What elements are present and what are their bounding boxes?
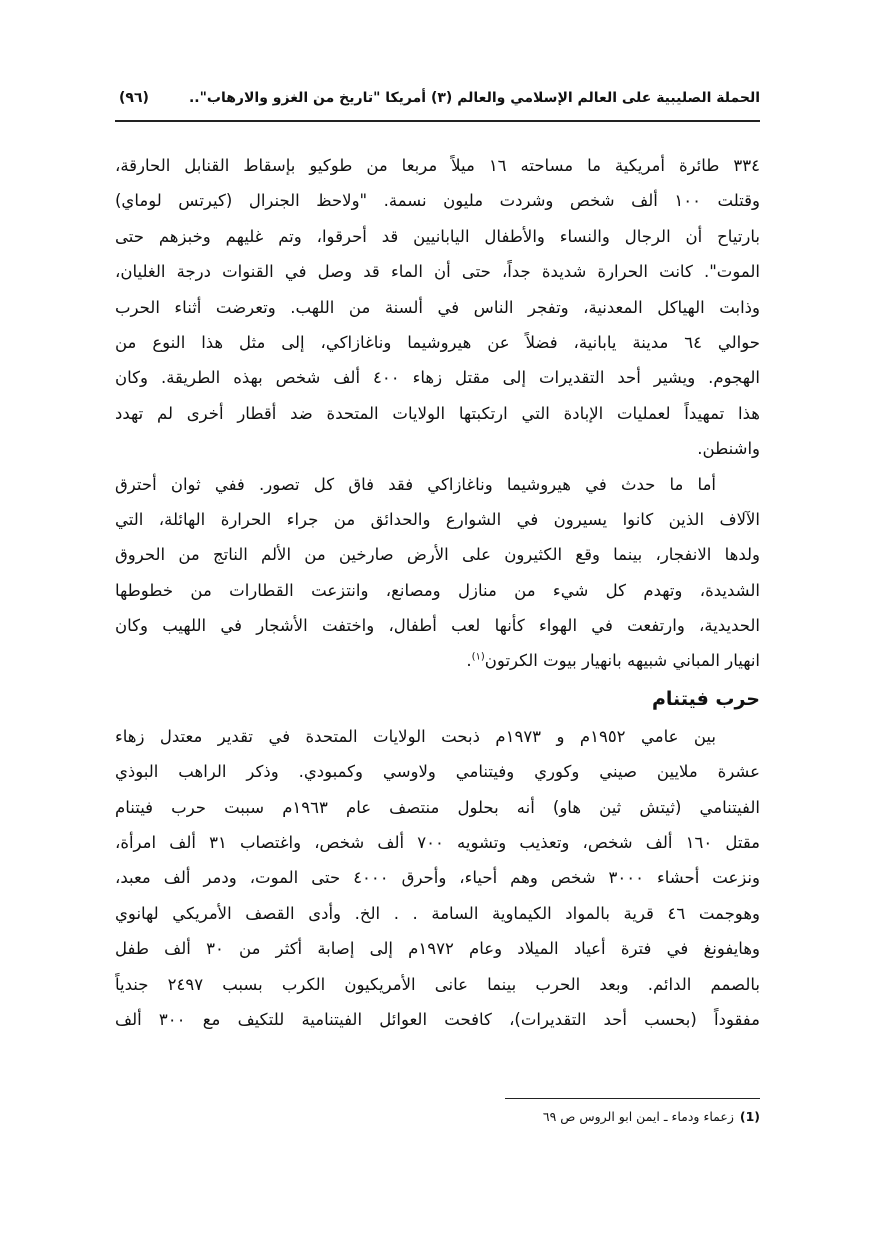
text-line: ٣٣٤ طائرة أمريكية ما مساحته ١٦ ميلاً مربعا من طوكيو بإسقاط القنابل الحارقة، (115, 156, 760, 175)
text-line: الموت". كانت الحرارة شديدة جداً، حتى أن الماء قد وصل في القنوات درجة الغليان، (115, 262, 760, 282)
text-line: الهجوم. ويشير أحد التقديرات إلى مقتل زهاء ٤٠٠ ألف شخص بهذه الطريقة. وكان (115, 368, 760, 388)
text-line: الآلاف الذين كانوا يسيرون في الشوارع والحدائق من جراء الحرارة الهائلة، التي (115, 509, 760, 529)
text-line-with-footnote (115, 643, 760, 678)
text-line: بارتياح أن الرجال والنساء والأطفال اليابانيين قد أحرقوا، وتم غليهم وخبزهم حتى (115, 226, 760, 246)
footnote-number: (1) (739, 1109, 760, 1124)
text-line-content: انهيار المباني شبيهه بانهيار بيوت الكرتون (484, 651, 760, 671)
footnote-text: زعماء ودماء ـ ايمن ابو الروس ص ٦٩ (542, 1109, 734, 1124)
text-line: ونزعت أحشاء ٣٠٠٠ شخص وهم أحياء، وأحرق ٤٠٠٠ حتى الموت، ودمر ألف معبد، (115, 868, 760, 888)
text-line: وذابت الهياكل المعدنية، وتفجر الناس في ألسنة من اللهب. وتعرضت أثناء الحرب (115, 297, 760, 317)
text-line: وهوجمت ٤٦ قرية بالمواد الكيماوية السامة . . الخ. وأدى القصف الأمريكي لهانوي (115, 903, 760, 923)
text-line: حوالي ٦٤ مدينة يابانية، فضلاً عن هيروشيما وناغازاكي، إلى مثل هذا النوع من (115, 332, 760, 352)
text-line: وقتلت ١٠٠ ألف شخص وشردت مليون نسمة. "ولاحظ الجنرال (كيرتس لوماي) (115, 191, 760, 211)
body-text (115, 148, 760, 1037)
text-line: واشنطن. (697, 439, 760, 459)
text-line: ولدها الانفجار، بينما وقع الكثيرون على الأرض صارخين من الألم الناتج من الحروق (115, 545, 760, 565)
footnote (115, 1107, 760, 1127)
text-line: بالصمم الدائم. وبعد الحرب بينما عانى الأمريكيون الكرب بسبب ٢٤٩٧ جندياً (115, 974, 760, 994)
line-end-period: . (466, 651, 472, 671)
text-line: أما ما حدث في هيروشيما وناغازاكي فقد فاق كل تصور. ففي ثوان أحترق (115, 474, 716, 494)
text-line: عشرة ملايين صيني وكوري وفيتنامي ولاوسي وكمبودي. وذكر الراهب البوذي (115, 762, 760, 782)
text-line: مفقوداً (بحسب أحد التقديرات)، كافحت العوائل الفيتنامية للتكيف مع ٣٠٠ ألف (115, 1009, 760, 1029)
text-line: هذا تمهيداً لعمليات الإبادة التي ارتكبتها الولايات المتحدة ضد أقطار أخرى لم تهدد (115, 403, 760, 423)
footnote-divider (505, 1098, 760, 1099)
text-line: الشديدة، وتهدم كل شيء من منازل ومصانع، وانتزعت القطارات من خطوطها (115, 580, 760, 600)
footnote-reference[interactable]: (١) (471, 651, 485, 663)
running-header (115, 88, 760, 122)
text-line: الحديدية، وارتفعت في الهواء كأنها لعب أطفال، واختفت الأشجار في اللهيب وكان (115, 616, 760, 636)
header-title: الحملة الصليبية على العالم الإسلامي والعالم (٣) أمريكا "تاريخ من الغزو والارهاب".. (188, 90, 760, 106)
text-line: الفيتنامي (ثيتش ثين هاو) أنه بحلول منتصف عام ١٩٦٣م سببت حرب فيتنام (115, 797, 760, 817)
text-line: بين عامي ١٩٥٢م و ١٩٧٣م ذبحت الولايات المتحدة في تقدير معتدل زهاء (115, 726, 716, 746)
text-line: مقتل ١٦٠ ألف شخص، وتعذيب وتشويه ٧٠٠ ألف شخص، واغتصاب ٣١ ألف امرأة، (115, 833, 760, 853)
section-heading: حرب فيتنام (652, 687, 760, 710)
text-line: وهايفونغ في فترة أعياد الميلاد وعام ١٩٧٢م إلى إصابة أكثر من ٣٠ ألف طفل (115, 939, 760, 959)
page-number: (٩٦) (119, 90, 149, 106)
